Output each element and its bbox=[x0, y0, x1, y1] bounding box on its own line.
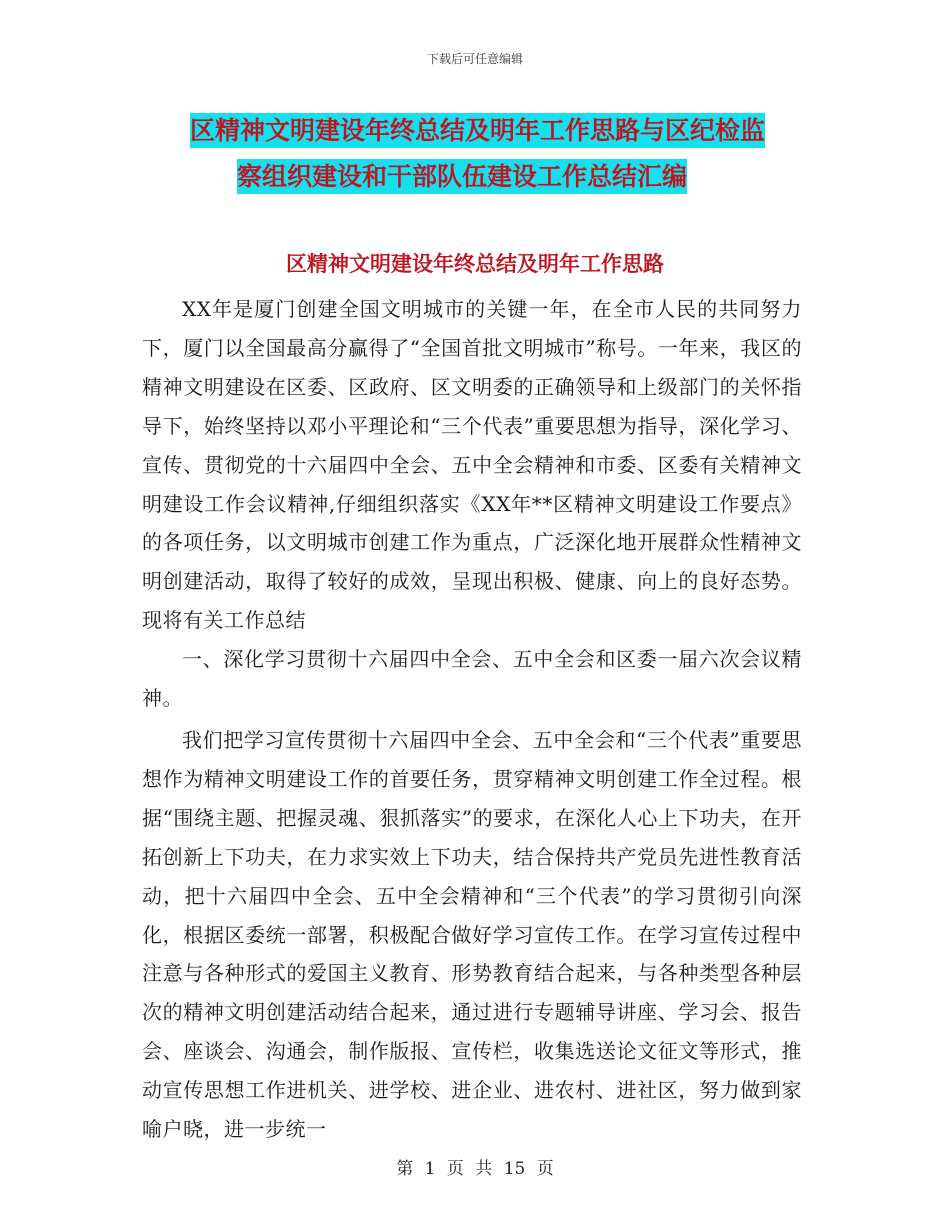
header-note: 下载后可任意编辑 bbox=[426, 52, 523, 66]
document-title-line-2: 察组织建设和干部队伍建设工作总结汇编 bbox=[237, 159, 687, 194]
document-body bbox=[142, 290, 802, 1149]
paragraph-intro: XX年是厦门创建全国文明城市的关键一年，在全市人民的共同努力下，厦门以全国最高分赢得了“全国首批文明城市”称号。一年来，我区的精神文明建设在区委、区政府、区文明委的正确领导和上级部门的关怀指导下，始终坚持以邓小平理论和“三个代表”重要思想为指导，深化学习、宣传、贯彻党的十六届四中全会、五中全会精神和市委、区委有关精神文明建设工作会议精神,仔细组织落实《XX年**区精神文明建设工作要点》的各项任务，以文明城市创建工作为重点，广泛深化地开展群众性精神文明创建活动，取得了较好的成效，呈现出积极、健康、向上的良好态势。现将有关工作总结 bbox=[142, 297, 802, 633]
page-number: 第 1 页 共 15 页 bbox=[396, 1159, 554, 1179]
document-title-line-1: 区精神文明建设年终总结及明年工作思路与区纪检监 bbox=[190, 113, 765, 148]
document-title bbox=[190, 108, 830, 200]
paragraph-heading-1: 一、深化学习贯彻十六届四中全会、五中全会和区委一届六次会议精神。 bbox=[142, 647, 802, 711]
document-title-line-2-wrap bbox=[190, 154, 830, 200]
section-title: 区精神文明建设年终总结及明年工作思路 bbox=[286, 252, 664, 276]
paragraph-study: 我们把学习宣传贯彻十六届四中全会、五中全会和“三个代表”重要思想作为精神文明建设工作的首要任务，贯穿精神文明创建工作全过程。根据“围绕主题、把握灵魂、狠抓落实”的要求，在深化人心上下功夫，在开拓创新上下功夫，在力求实效上下功夫，结合保持共产党员先进性教育活动，把十六届四中全会、五中全会精神和“三个代表”的学习贯彻引向深化，根据区委统一部署，积极配合做好学习宣传工作。在学习宣传过程中注意与各种形式的爱国主义教育、形势教育结合起来，与各种类型各种层次的精神文明创建活动结合起来，通过进行专题辅导讲座、学习会、报告会、座谈会、沟通会，制作版报、宣传栏，收集选送论文征文等形式，推动宣传思想工作进机关、进学校、进企业、进农村、进社区，努力做到家喻户晓，进一步统一 bbox=[142, 727, 802, 1142]
